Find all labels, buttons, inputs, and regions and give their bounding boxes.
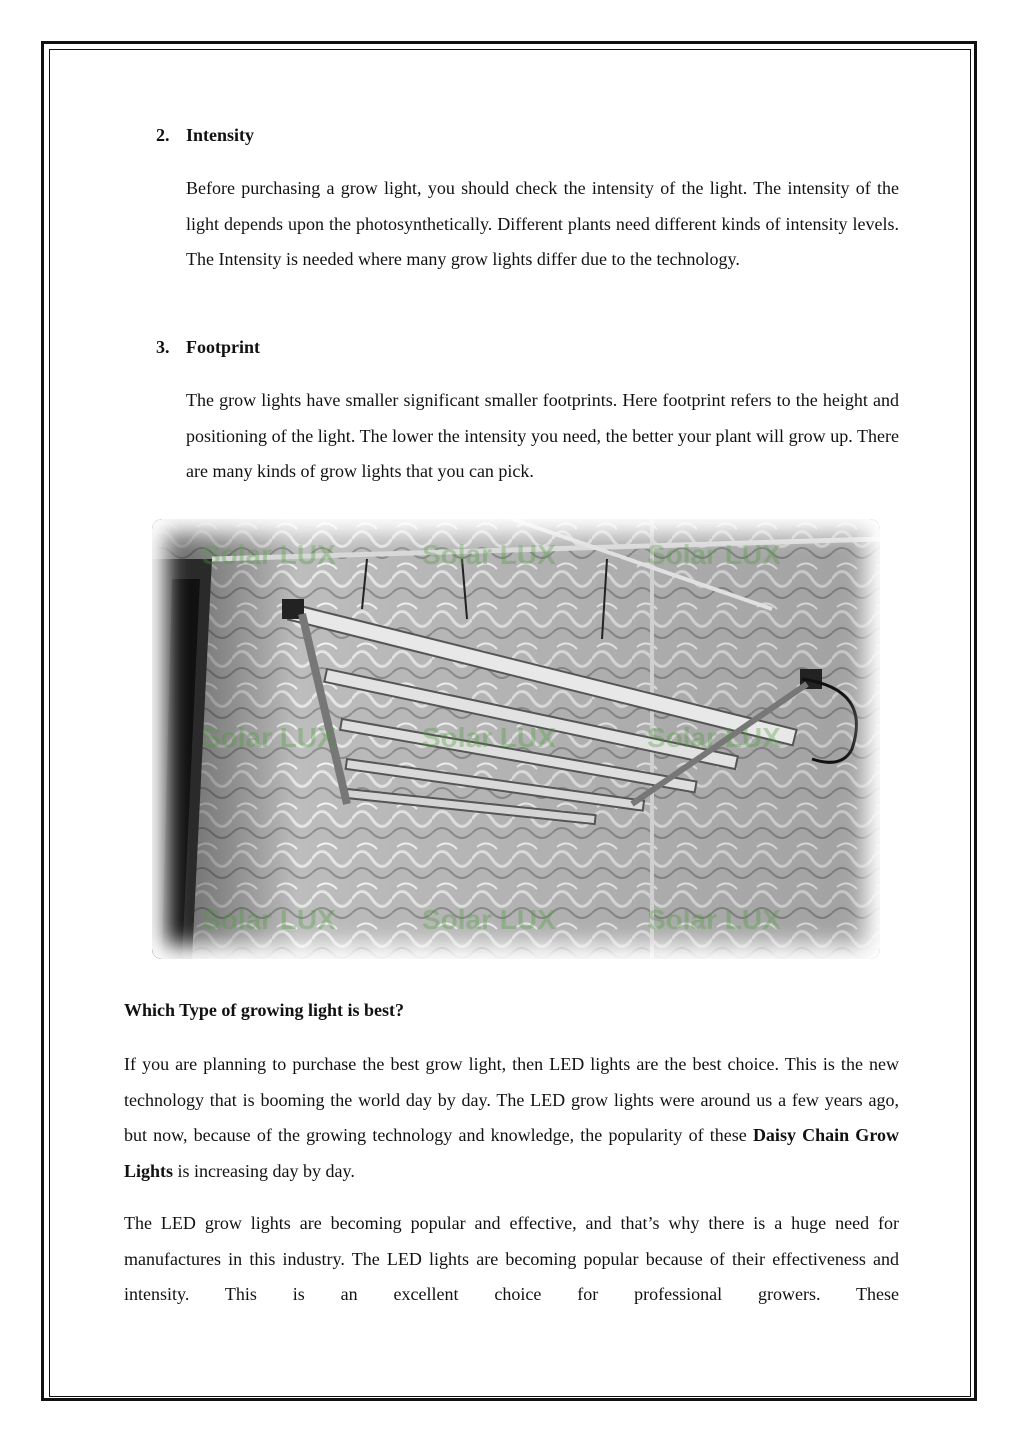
watermark-7: Solar LUX — [202, 904, 336, 935]
watermark-8: Solar LUX — [422, 904, 556, 935]
watermark-6: Solar LUX — [647, 722, 781, 753]
watermark-9: Solar LUX — [647, 904, 781, 935]
best-type-paragraph-1 — [124, 1047, 899, 1189]
watermark-5: Solar LUX — [422, 722, 556, 753]
section-body-intensity: Before purchasing a grow light, you should check the intensity of the light. The intensity of the light depends upon the photosynthetically. Different plants need different kinds of intensity levels. The Intensity is needed where many grow lights differ due to the technology. — [186, 178, 899, 269]
best-type-paragraph-2: The LED grow lights are becoming popular and effective, and that’s why there is a huge need for manufactures in this industry. The LED lights are becoming popular because of their effectiveness and intensity. This is an excellent choice for professional growers. These — [124, 1213, 899, 1304]
section-title-footprint: Footprint — [186, 337, 260, 357]
best-type-p1-text-a: If you are planning to purchase the best grow light, then LED lights are the best choice. This is the new technology that is booming the world day by day. The LED grow lights were around us a few years ago, but now, because of the growing technology and knowledge, the popularity of these — [124, 1054, 899, 1145]
grow-light-photo — [152, 519, 880, 959]
section-number-intensity: 2. — [156, 125, 170, 145]
watermark-1: Solar LUX — [202, 539, 336, 570]
best-type-p1-text-b: is increasing day by day. — [173, 1160, 355, 1181]
watermark-4: Solar LUX — [202, 722, 336, 753]
section-number-footprint: 3. — [156, 337, 170, 357]
daisy-chain-highlight: Daisy Chain Grow Lights — [124, 1125, 899, 1181]
watermark-3: Solar LUX — [647, 539, 781, 570]
watermark-2: Solar LUX — [422, 539, 556, 570]
section-body-footprint: The grow lights have smaller significant smaller footprints. Here footprint refers to the height and positioning of the light. The lower the intensity you need, the better your plant will grow up. There are many kinds of grow lights that you can pick. — [186, 390, 899, 481]
best-type-heading: Which Type of growing light is best? — [124, 1000, 405, 1020]
section-title-intensity: Intensity — [186, 125, 255, 145]
